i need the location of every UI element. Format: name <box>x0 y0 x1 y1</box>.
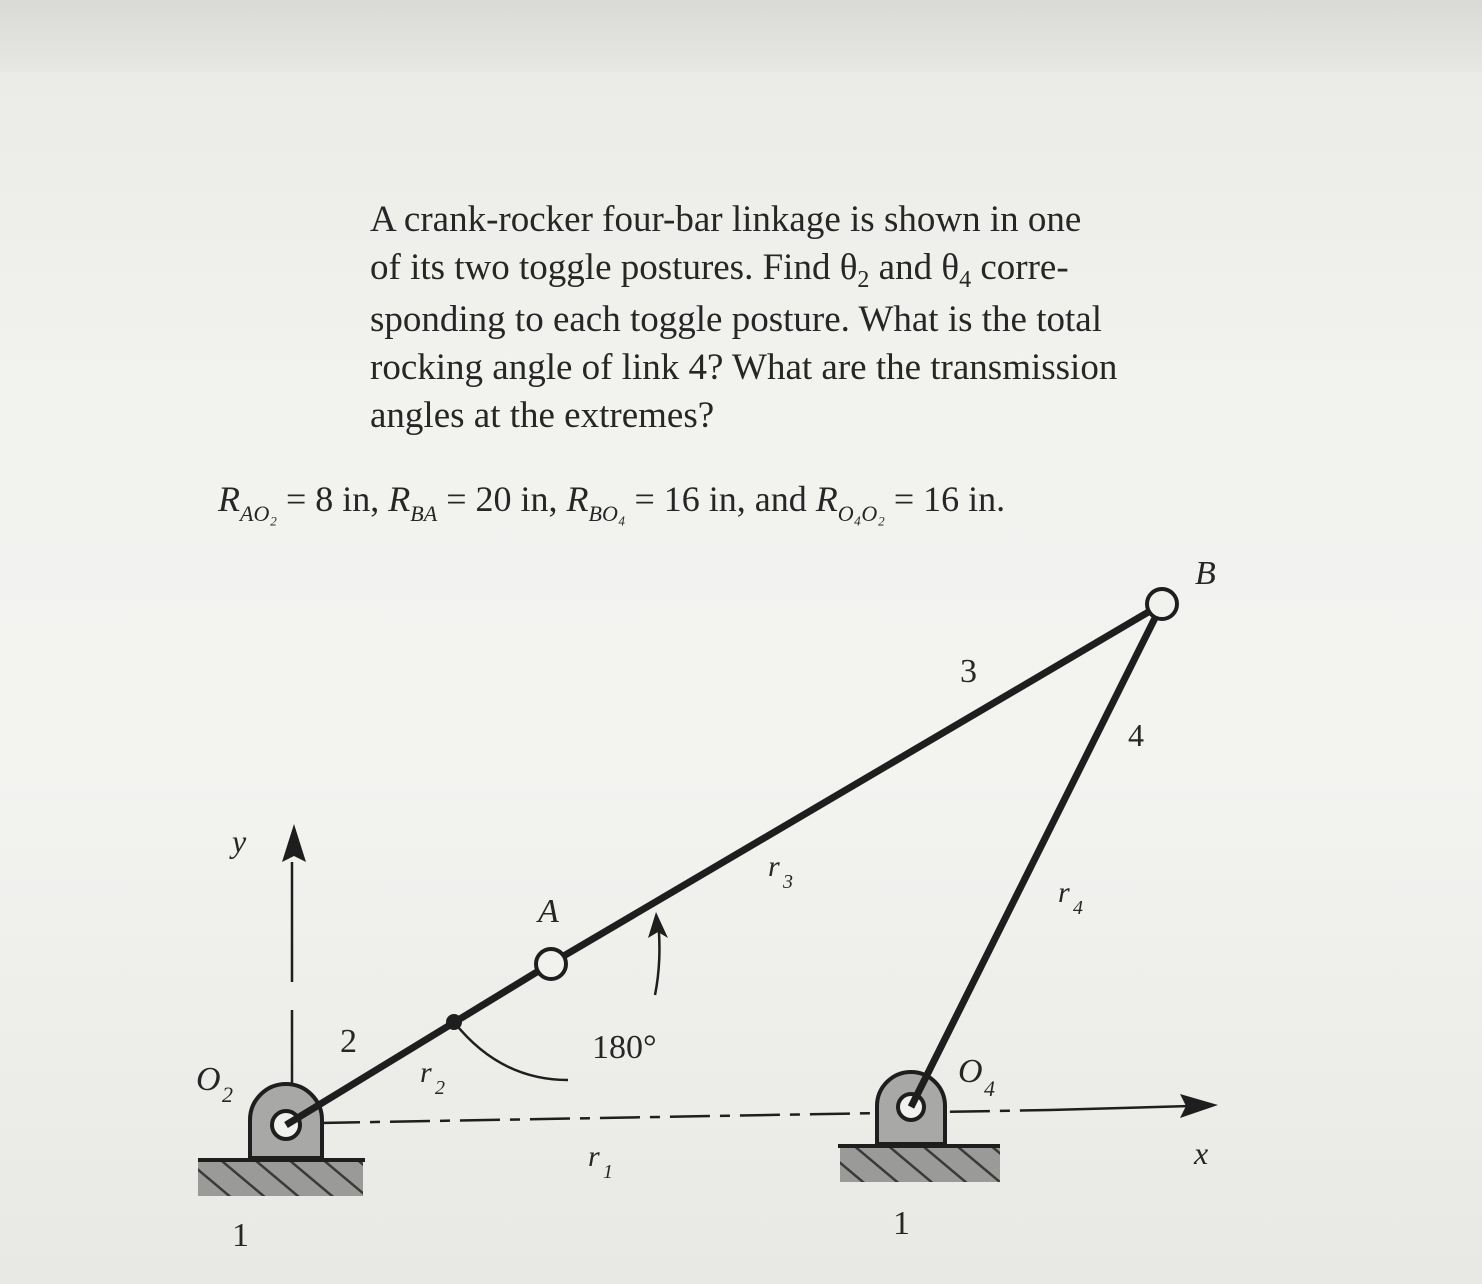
label-r3-sub: 3 <box>783 871 793 893</box>
r-ao2-subscript: AO₂ <box>240 501 277 526</box>
label-link-4: 4 <box>1128 717 1144 753</box>
label-ground-left: 1 <box>232 1217 249 1254</box>
link-2 <box>286 964 550 1125</box>
label-y-axis: y <box>232 823 247 859</box>
label-r1: r <box>588 1140 600 1173</box>
label-r2: r <box>420 1056 432 1089</box>
label-r4: r <box>1058 876 1070 909</box>
r-ao2-value: = 8 in, <box>276 479 389 519</box>
problem-line-2-b: and θ <box>869 247 960 288</box>
label-link-2: 2 <box>340 1023 357 1060</box>
problem-line-2-a: of its two toggle postures. Find θ <box>370 247 858 288</box>
label-o4-sub: 4 <box>984 1076 995 1101</box>
label-r4-sub: 4 <box>1073 897 1083 919</box>
label-o2: O <box>196 1061 221 1098</box>
label-link-3: 3 <box>960 653 977 690</box>
label-angle: 180° <box>592 1029 657 1066</box>
theta2-subscript: 2 <box>857 267 870 293</box>
r-bo4-subscript: BO₄ <box>588 501 626 526</box>
label-o2-sub: 2 <box>222 1082 233 1107</box>
x-axis <box>320 1094 1218 1123</box>
ground-hatch-right <box>840 1146 1000 1182</box>
r-o4o2-symbol: R <box>815 479 838 519</box>
ground-hatch-left <box>198 1160 363 1196</box>
label-o4: O <box>958 1053 983 1090</box>
problem-line-3: sponding to each toggle posture. What is the total <box>370 299 1102 340</box>
label-r1-sub: 1 <box>603 1161 613 1183</box>
label-ground-right: 1 <box>893 1205 910 1242</box>
r-ba-symbol: R <box>388 479 411 519</box>
angle-arc-lower <box>454 1022 568 1080</box>
label-x-axis: x <box>1194 1135 1209 1171</box>
label-a: A <box>538 893 559 930</box>
joint-a <box>536 949 566 979</box>
y-axis <box>282 824 306 1088</box>
problem-line-1: A crank-rocker four-bar linkage is shown in one <box>370 199 1082 240</box>
y-axis-arrow-icon <box>282 824 306 862</box>
r-o4o2-subscript: O₄O₂ <box>837 501 885 526</box>
r-bo4-value: = 16 in, and <box>625 479 816 519</box>
label-r3: r <box>768 850 780 883</box>
r-o4o2-value: = 16 in. <box>884 479 1006 519</box>
r-ba-value: = 20 in, <box>437 479 567 519</box>
joint-b <box>1147 589 1177 619</box>
r-ao2-symbol: R <box>218 479 240 519</box>
label-r2-sub: 2 <box>435 1077 445 1099</box>
r-ba-subscript: BA <box>410 501 438 526</box>
r-bo4-symbol: R <box>566 479 589 519</box>
problem-line-4: rocking angle of link 4? What are the transmission <box>370 347 1118 388</box>
label-b: B <box>1195 555 1216 592</box>
problem-line-2-c: corre- <box>971 247 1069 288</box>
problem-line-5: angles at the extremes? <box>370 395 715 436</box>
theta4-subscript: 4 <box>959 267 972 293</box>
